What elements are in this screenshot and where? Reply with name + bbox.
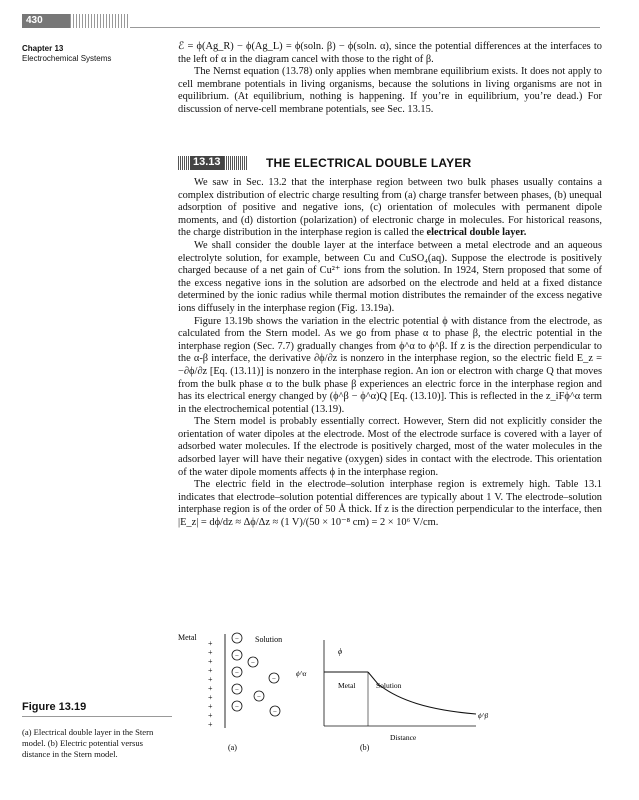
svg-text:−: − [257, 692, 261, 701]
paragraph-1 [178, 177, 602, 240]
phi-alpha-label: ϕ^α [296, 670, 307, 678]
negative-ion [232, 650, 242, 660]
page-number: 430 [22, 14, 70, 28]
plus-charge: + [208, 702, 213, 711]
plus-charge: + [208, 639, 213, 648]
section-number: 13.13 [190, 156, 224, 170]
panel-b-phi-label: ϕ [338, 647, 343, 656]
section-heading [178, 156, 602, 170]
svg-text:−: − [273, 707, 277, 716]
section-body [178, 177, 602, 530]
header-decoration [70, 14, 130, 28]
intro-paragraph: The Nernst equation (13.78) only applies when membrane equilibrium exists. It does not apply to cell membrane potentials in living organisms, because the solutions in living organisms are not in equilibrium. (At equilibrium, nothing is happening. If you’re in equilibrium, you’re dead.) For discussion of nerve-cell membrane potentials, see Sec. 13.15. [178, 66, 602, 115]
negative-ion [232, 667, 242, 677]
panel-b-sublabel: (b) [360, 743, 370, 752]
panel-b-solution-label: Solution [376, 681, 402, 690]
negative-ion [232, 633, 242, 643]
svg-text:−: − [235, 634, 239, 643]
figure-caption [22, 701, 172, 760]
section-number-box [178, 156, 248, 170]
figure-caption-text: (a) Electrical double layer in the Stern model. (b) Electric potential versus distance in the Stern model. [22, 727, 154, 759]
caption-rule [22, 716, 172, 717]
figure-svg [178, 628, 628, 790]
term-double-layer: electrical double layer. [426, 227, 527, 239]
panel-a-sublabel: (a) [228, 743, 237, 752]
section-title: THE ELECTRICAL DOUBLE LAYER [266, 156, 472, 170]
plus-charge: + [208, 648, 213, 657]
chapter-label: Chapter 13 [22, 44, 64, 53]
negative-ion [248, 657, 258, 667]
header-rule [130, 27, 600, 28]
paragraph-5: The electric field in the electrode–solution interphase region is extremely high. Table 13.1 indicates that electrode–solution potential differences are typically about 1 V. The electrode–solution interphase region is of the order of 50 Å thick. If z is the direction perpendicular to the interface, then |E_z| = dϕ/dz ≈ Δϕ/Δz ≈ (1 V)/(50 × 10⁻⁸ cm) = 2 × 10⁶ V/cm. [178, 479, 602, 529]
chapter-title: Electrochemical Systems [22, 54, 112, 63]
negative-ion [270, 706, 280, 716]
negative-ions [232, 633, 283, 716]
paragraph-1-text: We saw in Sec. 13.2 that the interphase region between two bulk phases usually contains a complex distribution of electric charge resulting from (a) charge transfer between phases, (b) unequal adsorption of positive and negative ions, (c) orientation of molecules with permanent dipole moments, and (d) distortion (polarization) of electronic charge in molecules. For historical reasons, the charge distribution in the interphase region is called the [178, 177, 602, 239]
plus-charge: + [208, 666, 213, 675]
svg-text:−: − [235, 668, 239, 677]
plus-charge: + [208, 675, 213, 684]
intro-line: ℰ = ϕ(Ag_R) − ϕ(Ag_L) = ϕ(soln. β) − ϕ(soln. α), since the potential differences at the interfaces to the left of α in the diagram cancel with those to the right of β. [178, 41, 602, 65]
plus-charge: + [208, 693, 213, 702]
svg-text:−: − [235, 702, 239, 711]
svg-text:−: − [235, 651, 239, 660]
panel-b-metal-label: Metal [338, 681, 356, 690]
plus-charge: + [208, 720, 213, 729]
paragraph-4: The Stern model is probably essentially correct. However, Stern did not explicitly consider the orientation of water dipoles at the electrode. Most of the electrode surface is covered with a layer of adsorbed water molecules. If the electrode is positively charged, most of the water molecules in the adsorbed layer will have their negative (oxygen) sides in contact with the electrode. This orientation of the water dipole moments affects ϕ in the interphase region. [178, 416, 602, 478]
svg-text:−: − [235, 685, 239, 694]
panel-a-metal-label: Metal [178, 633, 197, 642]
figure-label: Figure 13.19 [22, 701, 87, 713]
svg-text:−: − [272, 674, 276, 683]
paragraph-3: Figure 13.19b shows the variation in the electric potential ϕ with distance from the electrode, as calculated from the Stern model. As we go from phase α to phase β, the electric potential in the interphase region (Sec. 7.7) gradually changes from ϕ^α to ϕ^β. If z is the direction perpendicular to the α-β interface, the derivative ∂ϕ/∂z is nonzero in the interphase region, so the electric field E_z = −∂ϕ/∂z [Eq. (13.11)] is nonzero in the interphase region. An ion or electron with charge Q that moves from the bulk phase α to the bulk phase β experiences an electric force in the interphase region and has its electrical energy changed by (ϕ^β − ϕ^α)Q [Eq. (13.10)]. This is reflected in the z_iFϕ^α term in the electrochemical potential (13.19). [178, 315, 602, 415]
intro-text [178, 41, 602, 117]
plus-charge: + [208, 711, 213, 720]
positive-charges [208, 639, 213, 729]
negative-ion [269, 673, 279, 683]
paragraph-2: We shall consider the double layer at the interface between a metal electrode and an aqueous electrolyte solution, for example, between Cu and CuSO₄(aq). Suppose the electrode is positively charged because of a net gain of Cu²⁺ ions from the solution. In 1924, Stern proposed that some of the excess negative ions in the solution are adsorbed on the electrode and held at a fixed distance determined by the ionic radius while thermal motion distributes the remainder of the excess negative ions diffusely in the interphase region (Fig. 13.19a). [178, 239, 602, 314]
svg-text:−: − [251, 658, 255, 667]
negative-ion [254, 691, 264, 701]
panel-b-x-label: Distance [390, 733, 417, 742]
potential-curve [368, 672, 476, 714]
panel-a-solution-label: Solution [255, 635, 283, 644]
chapter-sidebar [22, 44, 152, 64]
figure-13-19 [178, 628, 628, 790]
plus-charge: + [208, 684, 213, 693]
negative-ion [232, 684, 242, 694]
phi-beta-label: ϕ^β [478, 712, 489, 720]
negative-ion [232, 701, 242, 711]
page-header [22, 14, 582, 28]
plus-charge: + [208, 657, 213, 666]
